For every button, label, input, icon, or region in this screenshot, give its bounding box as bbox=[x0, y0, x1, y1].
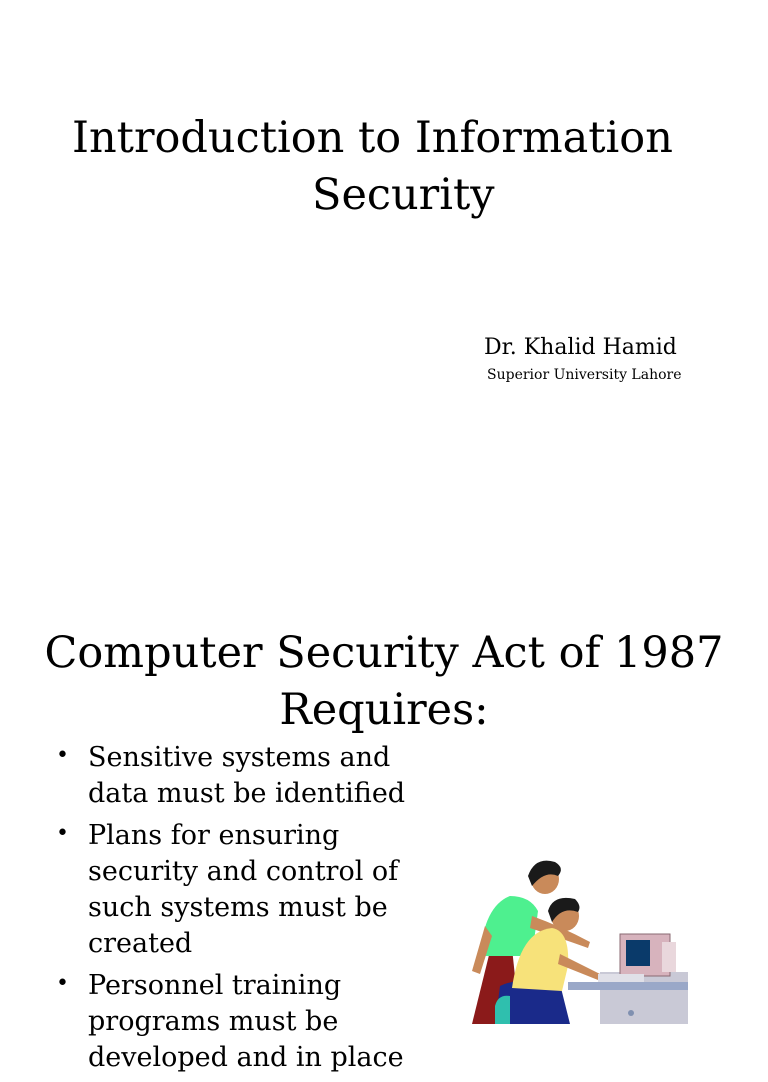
slide-heading-line-1: Computer Security Act of 1987 bbox=[44, 628, 724, 678]
author-affiliation: Superior University Lahore bbox=[487, 367, 682, 383]
slide-title-line-2: Security bbox=[312, 170, 495, 220]
bullet-item bbox=[56, 968, 426, 1076]
bullet-text: Plans for ensuring security and control of such systems must be created bbox=[88, 820, 399, 959]
slide-heading-line-2: Requires: bbox=[279, 685, 489, 735]
content-slide bbox=[0, 560, 768, 1073]
bullet-marker: • bbox=[56, 743, 69, 768]
slide-title bbox=[72, 110, 692, 224]
bullet-text: Personnel training programs must be developed and in place bbox=[88, 970, 404, 1073]
bullet-text: Sensitive systems and data must be identified bbox=[88, 742, 406, 809]
bullet-item bbox=[56, 740, 426, 812]
bullet-item bbox=[56, 818, 426, 962]
bullet-marker: • bbox=[56, 821, 69, 846]
slide-heading bbox=[0, 625, 768, 739]
bullet-marker: • bbox=[56, 971, 69, 996]
author-name: Dr. Khalid Hamid bbox=[484, 335, 677, 360]
bullet-list bbox=[56, 740, 426, 1082]
slide-title-line-1: Introduction to Information bbox=[72, 113, 673, 163]
people-at-computer-clipart bbox=[450, 856, 700, 1024]
